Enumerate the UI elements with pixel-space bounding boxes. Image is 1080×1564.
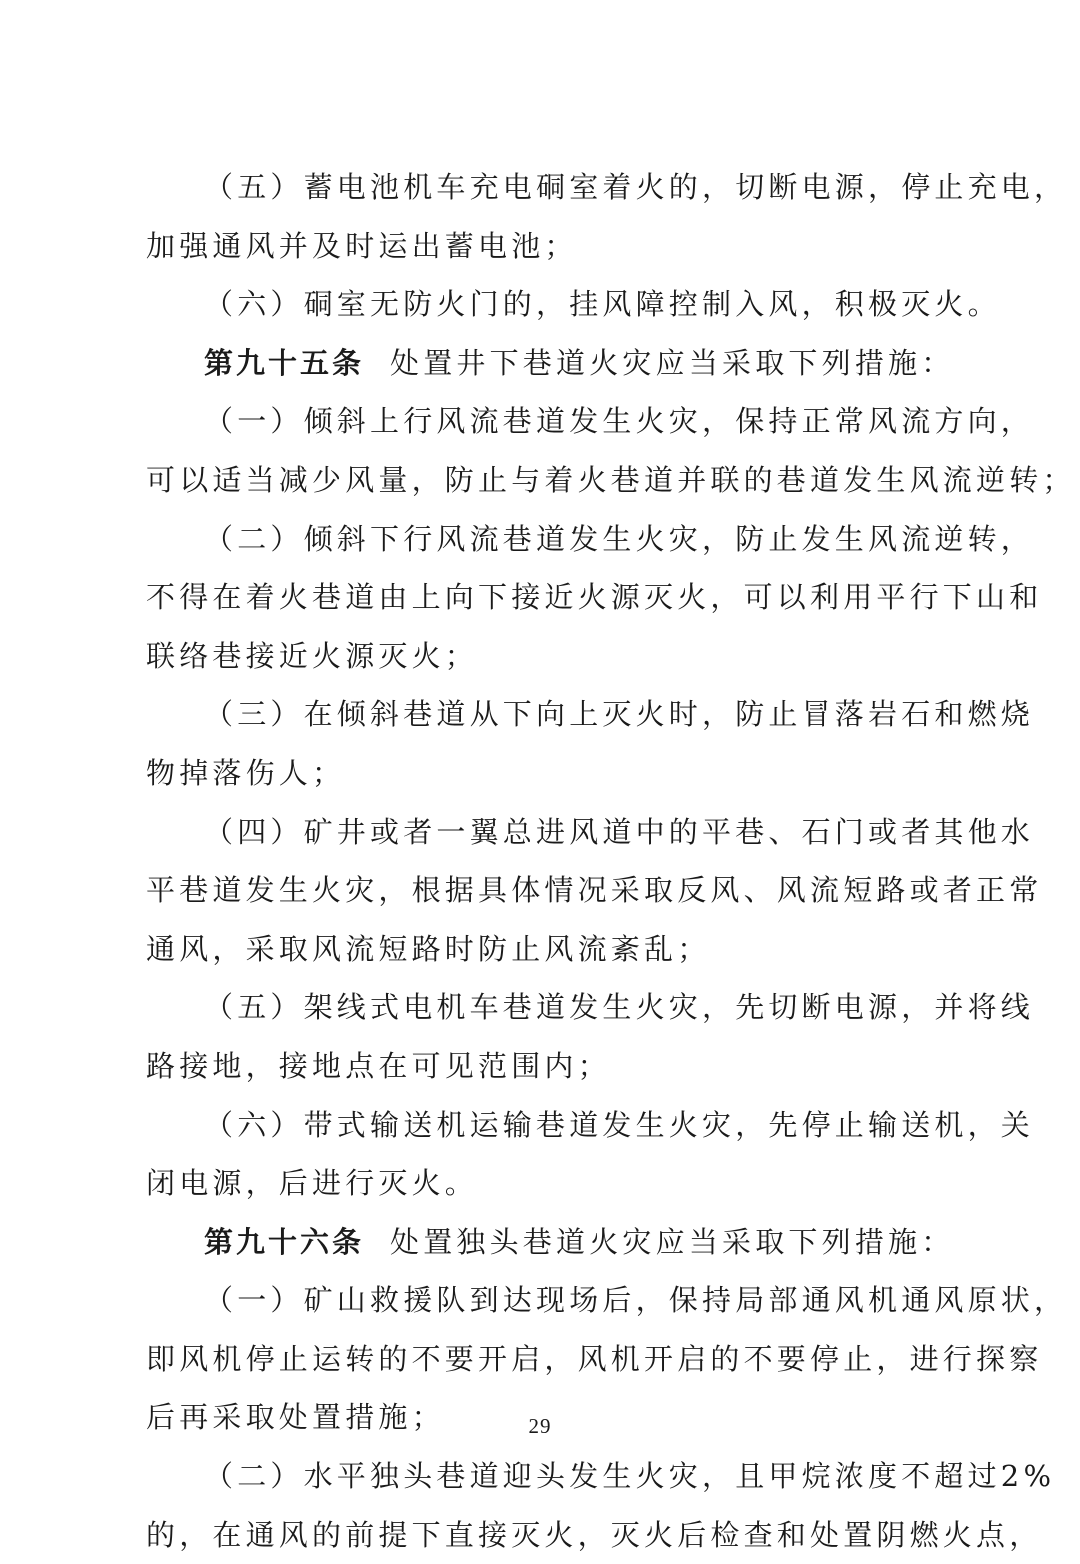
line-text: 后再采取处置措施； <box>146 1400 445 1435</box>
document-body <box>146 158 1076 1564</box>
text-line <box>146 1506 1043 1564</box>
page-number: 29 <box>528 1414 552 1438</box>
text-line <box>146 744 936 803</box>
line-text: 的，在通风的前提下直接灭火，灭火后检查和处置阴燃火点， <box>146 1517 1043 1552</box>
line-text: 即风机停止运转的不要开启，风机开启的不要停止，进行探察 <box>146 1341 1043 1376</box>
text-line <box>146 627 936 686</box>
text-line <box>146 158 1068 217</box>
text-line <box>146 1330 1043 1389</box>
line-text: （六）带式输送机运输巷道发生火灾，先停止输送机，关 <box>204 1107 1035 1142</box>
text-line <box>146 1037 936 1096</box>
line-text: 通风，采取风流短路时防止风流紊乱； <box>146 931 711 966</box>
text-line <box>146 861 1043 920</box>
article-line <box>146 1213 955 1272</box>
line-text: （三）在倾斜巷道从下向上灭火时，防止冒落岩石和燃烧 <box>204 697 1035 732</box>
line-text: （五）蓄电池机车充电硐室着火的，切断电源，停止充电， <box>204 170 1068 204</box>
text-line <box>146 568 1043 627</box>
text-line <box>146 1447 1056 1506</box>
line-text: （一）矿山救援队到达现场后，保持局部通风机通风原状， <box>204 1283 1068 1318</box>
text-line <box>146 275 1001 334</box>
text-line <box>146 685 1035 744</box>
line-text: （五）架线式电机车巷道发生火灾，先切断电源，并将线 <box>204 990 1035 1025</box>
line-text: 路接地，接地点在可见范围内； <box>146 1048 611 1083</box>
line-text: 物掉落伤人； <box>146 755 346 790</box>
line-text: （四）矿井或者一翼总进风道中的平巷、石门或者其他水 <box>204 814 1035 849</box>
line-text: 不得在着火巷道由上向下接近火源灭火，可以利用平行下山和 <box>146 580 1043 615</box>
text-line <box>146 1271 1068 1330</box>
line-text: 处置独头巷道火灾应当采取下列措施： <box>390 1224 955 1259</box>
line-text: （二）倾斜下行风流巷道发生火灾，防止发生风流逆转， <box>204 521 1035 556</box>
line-text: 处置井下巷道火灾应当采取下列措施： <box>390 345 955 380</box>
line-text: 闭电源，后进行灭火。 <box>146 1166 479 1201</box>
text-line <box>146 978 1035 1037</box>
text-line <box>146 920 936 979</box>
article-line <box>146 334 955 393</box>
line-text: （二）水平独头巷道迎头发生火灾，且甲烷浓度不超过2% <box>204 1459 1056 1494</box>
text-line <box>146 392 1035 451</box>
text-line <box>146 510 1035 569</box>
article-heading: 第九十六条 <box>204 1224 365 1259</box>
text-line <box>146 451 1076 510</box>
article-heading: 第九十五条 <box>204 345 365 380</box>
text-line <box>146 1096 1035 1155</box>
line-text: 平巷道发生火灾，根据具体情况采取反风、风流短路或者正常 <box>146 873 1043 908</box>
text-line <box>146 803 1035 862</box>
line-text: 可以适当减少风量，防止与着火巷道并联的巷道发生风流逆转； <box>146 462 1076 497</box>
text-line <box>146 1154 936 1213</box>
text-line <box>146 217 936 276</box>
line-text: 联络巷接近火源灭火； <box>146 638 479 673</box>
line-text: 加强通风并及时运出蓄电池； <box>146 228 578 263</box>
line-text: （六）硐室无防火门的，挂风障控制入风，积极灭火。 <box>204 287 1001 322</box>
line-text: （一）倾斜上行风流巷道发生火灾，保持正常风流方向， <box>204 404 1035 439</box>
